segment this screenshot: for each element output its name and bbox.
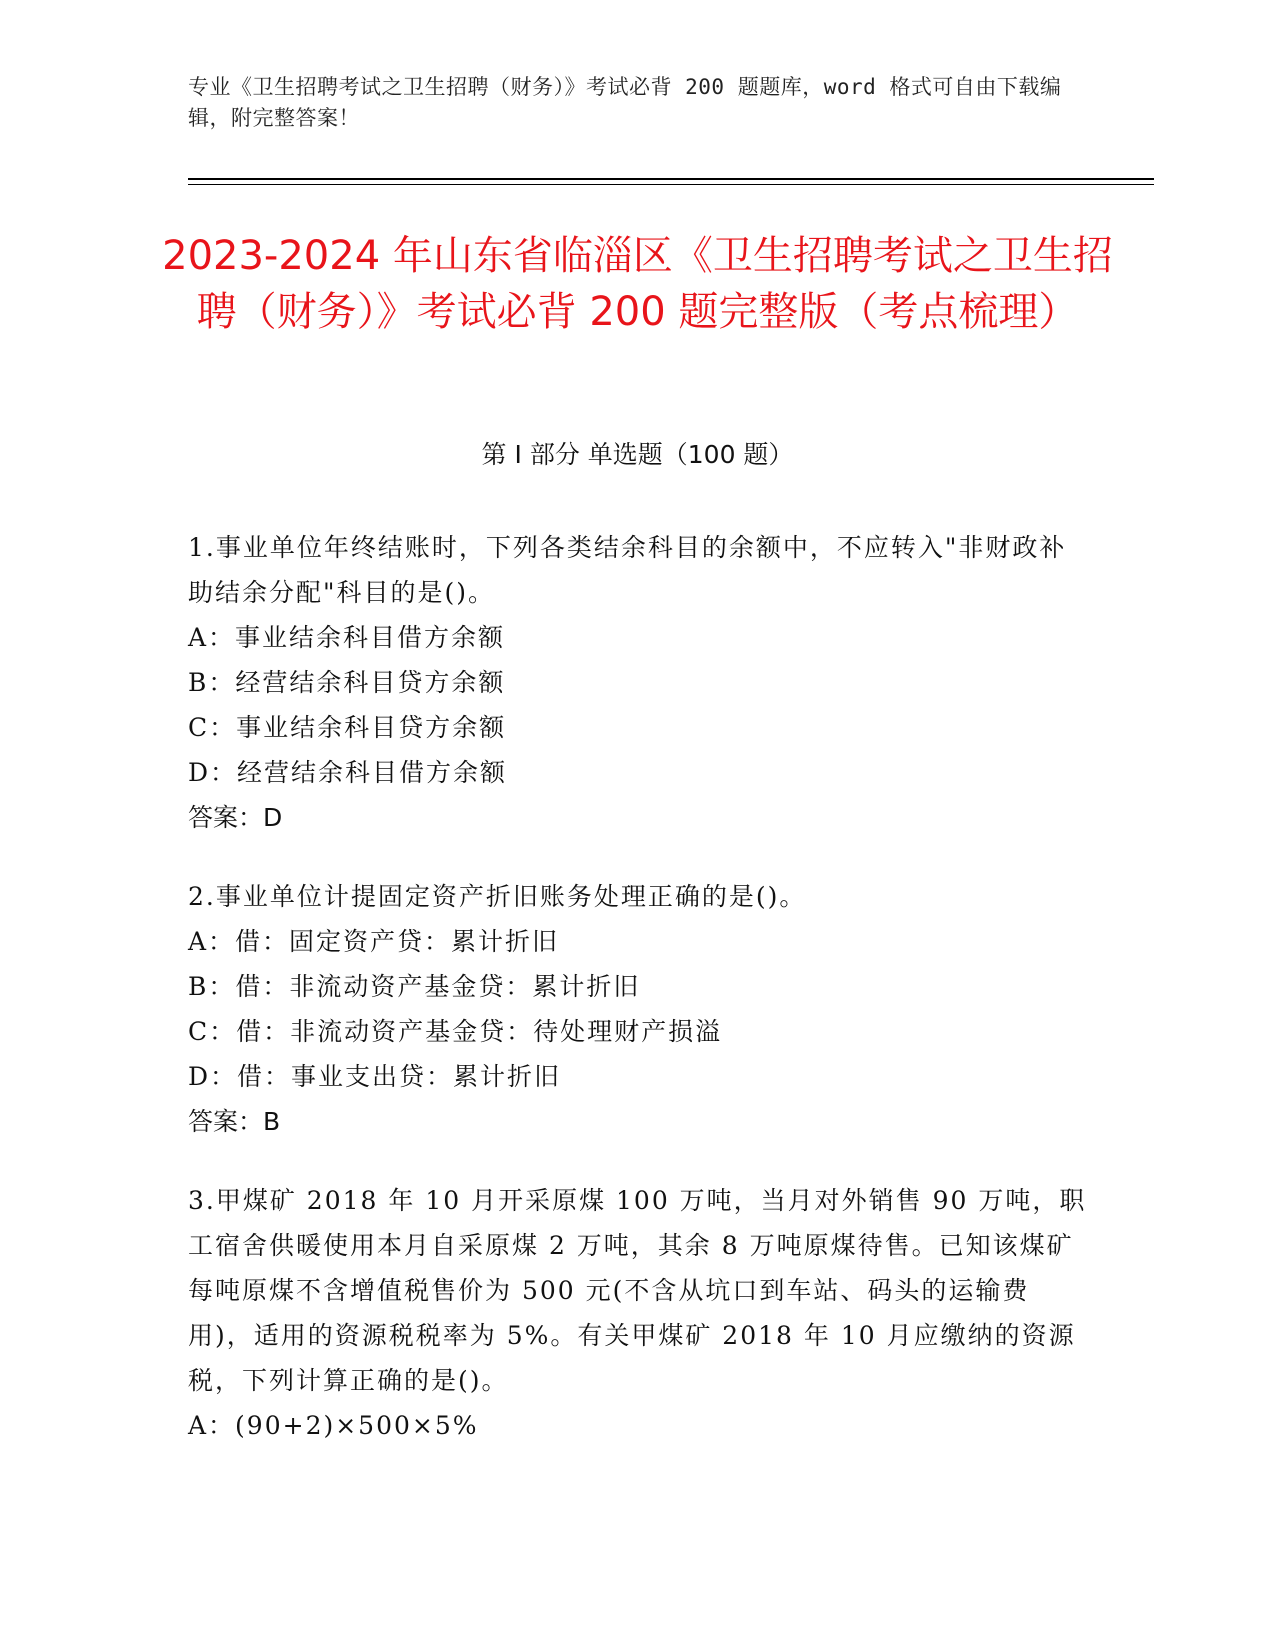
question-option: A：借：固定资产贷：累计折旧: [188, 927, 560, 956]
question-option: B：借：非流动资产基金贷：累计折旧: [188, 972, 641, 1001]
question-item: [188, 1178, 1088, 1448]
question-option: C：借：非流动资产基金贷：待处理财产损溢: [188, 1017, 723, 1046]
header-divider-thick: [188, 178, 1154, 180]
question-option: C：事业结余科目贷方余额: [188, 713, 507, 742]
question-option: A：事业结余科目借方余额: [188, 623, 506, 652]
question-item: [188, 525, 1088, 840]
section-heading: 第 I 部分 单选题（100 题）: [481, 440, 794, 469]
header-note: 专业《卫生招聘考试之卫生招聘（财务）》考试必背 200 题题库，word 格式可自由下载编辑，附完整答案！: [188, 75, 1062, 130]
question-item: [188, 874, 1088, 1144]
question-stem: 3.甲煤矿 2018 年 10 月开采原煤 100 万吨，当月对外销售 90 万吨，职工宿舍供暖使用本月自采原煤 2 万吨，其余 8 万吨原煤待售。已知该煤矿每吨原煤不含增值税售价为 500 元(不含从坑口到车站、码头的运输费用)，适用的资源税税率为 5%。有关甲煤矿 2018 年 10 月应缴纳的资源税，下列计算正确的是()。: [188, 1186, 1087, 1395]
question-option: D：经营结余科目借方余额: [188, 758, 508, 787]
question-option: B：经营结余科目贷方余额: [188, 668, 506, 697]
question-option: A：(90+2)×500×5%: [188, 1411, 479, 1440]
question-answer: 答案：D: [188, 803, 283, 832]
question-list: [188, 525, 1088, 1482]
question-stem: 1.事业单位年终结账时，下列各类结余科目的余额中，不应转入"非财政补助结余分配"科目的是()。: [188, 533, 1067, 607]
header-divider-thin: [188, 184, 1154, 185]
document-title: 2023-2024 年山东省临淄区《卫生招聘考试之卫生招聘（财务）》考试必背 200 题完整版（考点梳理）: [162, 233, 1113, 335]
question-answer: 答案：B: [188, 1107, 281, 1136]
question-option: D：借：事业支出贷：累计折旧: [188, 1062, 562, 1091]
question-stem: 2.事业单位计提固定资产折旧账务处理正确的是()。: [188, 882, 807, 911]
